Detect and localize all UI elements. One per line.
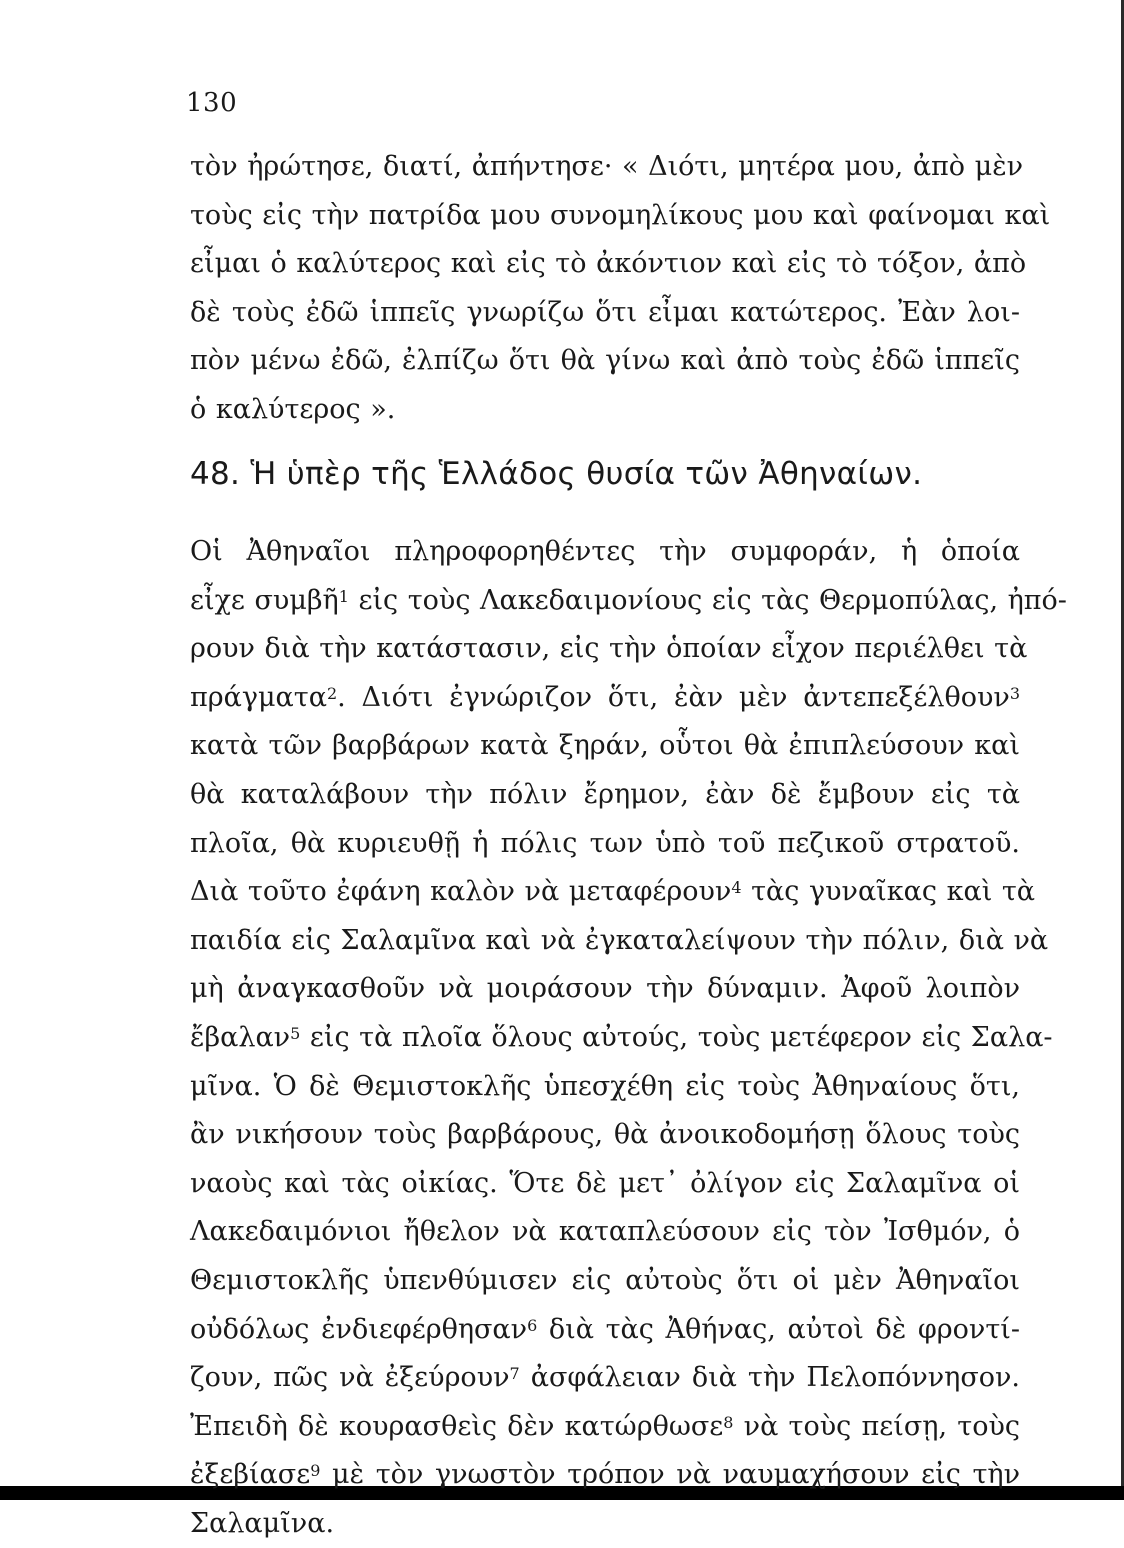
text-line: δὲ τοὺς ἐδῶ ἱππεῖς γνωρίζω ὅτι εἶμαι κατώτερος. Ἐὰν λοι- — [190, 296, 1020, 328]
line-text: Διὰ τοῦτο ἐφάνη καλὸν νὰ μεταφέρουν — [190, 876, 732, 908]
line-text: πράγματα — [190, 681, 327, 713]
line-text: ρουν διὰ τὴν κατάστασιν, εἰς τὴν ὁποίαν εἶχον περιέλθει τὰ — [190, 633, 1028, 665]
line-text: μὲ τὸν γνωστὸν τρόπον νὰ ναυμαχήσουν εἰς τὴν — [320, 1459, 1020, 1491]
section-paragraph — [190, 528, 1067, 1548]
text-line — [190, 577, 1067, 626]
text-line: τὸν ἠρώτησε, διατί, ἀπήντησε· « Διότι, μητέρα μου, ἀπὸ μὲν — [190, 151, 1024, 182]
text-line — [190, 1257, 1020, 1306]
text-line: ὁ καλύτερος ». — [190, 393, 396, 425]
section-number: 48. — [190, 456, 241, 492]
footnote-marker: 4 — [731, 878, 742, 898]
line-text: νὰ τοὺς πείσῃ, τοὺς — [733, 1410, 1020, 1442]
text-line — [190, 1451, 1020, 1500]
line-text: πλοῖα, θὰ κυριευθῇ ἡ πόλις των ὑπὸ τοῦ πεζικοῦ στρατοῦ. — [190, 827, 1020, 859]
footnote-marker: 8 — [723, 1412, 734, 1432]
text-line — [190, 625, 1028, 674]
footnote-marker: 1 — [338, 586, 349, 606]
text-line — [190, 1306, 1020, 1355]
line-text: . Διότι ἐγνώριζον ὅτι, ἐὰν μὲν ἀντεπεξέλθουν — [337, 681, 1010, 713]
page-number: 130 — [186, 88, 238, 118]
footnote-marker: 5 — [290, 1023, 301, 1043]
footnote-marker: 3 — [1009, 683, 1020, 703]
text-line — [190, 1014, 1053, 1063]
line-text: ἀσφάλειαν διὰ τὴν Πελοπόννησον. — [519, 1362, 1021, 1394]
continuation-paragraph — [190, 143, 1051, 435]
footnote-marker: 6 — [527, 1315, 538, 1335]
text-line — [190, 674, 1020, 723]
text-line — [190, 771, 1020, 820]
line-text: ἂν νικήσουν τοὺς βαρβάρους, θὰ ἀνοικοδομήσῃ ὅλους τοὺς — [190, 1119, 1020, 1151]
line-text: ἔβαλαν — [190, 1021, 291, 1053]
text-line — [190, 1500, 1020, 1548]
line-text: μῖνα. Ὁ δὲ Θεμιστοκλῆς ὑπεσχέθη εἰς τοὺς Ἀθηναίους ὅτι, — [190, 1070, 1020, 1102]
line-text: εἰς τὰ πλοῖα ὅλους αὐτούς, τοὺς μετέφερον εἰς Σαλα- — [300, 1021, 1053, 1053]
text-line — [190, 722, 1020, 771]
text-line — [190, 528, 1020, 577]
footnote-marker: 9 — [310, 1461, 321, 1481]
line-text: παιδία εἰς Σαλαμῖνα καὶ νὰ ἐγκαταλείψουν τὴν πόλιν, διὰ νὰ — [190, 924, 1049, 956]
text-line — [190, 965, 1020, 1014]
line-text: μὴ ἀναγκασθοῦν νὰ μοιράσουν τὴν δύναμιν. Ἀφοῦ λοιπὸν — [190, 973, 1020, 1005]
text-line — [190, 1208, 1020, 1257]
line-text: διὰ τὰς Ἀθήνας, αὐτοὶ δὲ φροντί- — [537, 1313, 1020, 1345]
text-line — [190, 1063, 1020, 1112]
line-text: οὐδόλως ἐνδιεφέρθησαν — [190, 1313, 528, 1345]
line-text: θὰ καταλάβουν τὴν πόλιν ἔρημον, ἐὰν δὲ ἔμβουν εἰς τὰ — [190, 778, 1020, 810]
line-text: Ἐπειδὴ δὲ κουρασθεὶς δὲν κατώρθωσε — [190, 1410, 724, 1442]
line-text: ναοὺς καὶ τὰς οἰκίας. Ὅτε δὲ μετ᾽ ὀλίγον εἰς Σαλαμῖνα οἱ — [190, 1167, 1020, 1199]
line-text: εἰς τοὺς Λακεδαιμονίους εἰς τὰς Θερμοπύλας, ἠπό- — [348, 584, 1067, 616]
section-heading — [190, 452, 1020, 496]
section-title: Ἡ ὑπὲρ τῆς Ἑλλάδος θυσία τῶν Ἀθηναίων. — [250, 456, 923, 492]
line-text: κατὰ τῶν βαρβάρων κατὰ ξηράν, οὗτοι θὰ ἐπιπλεύσουν καὶ — [190, 730, 1020, 762]
footnote-marker: 2 — [326, 683, 338, 703]
line-text: εἶχε συμβῆ — [190, 584, 339, 616]
line-text: Οἱ Ἀθηναῖοι πληροφορηθέντες τὴν συμφοράν, ἡ ὁποία — [190, 536, 1020, 567]
line-text: Λακεδαιμόνιοι ἤθελον νὰ καταπλεύσουν εἰς τὸν Ἰσθμόν, ὁ — [190, 1216, 1020, 1248]
text-line — [190, 1111, 1020, 1160]
line-text: τὰς γυναῖκας καὶ τὰ — [741, 876, 1036, 908]
text-line — [190, 1354, 1020, 1403]
text-line — [190, 820, 1020, 869]
text-line: εἶμαι ὁ καλύτερος καὶ εἰς τὸ ἀκόντιον καὶ εἰς τὸ τόξον, ἀπὸ — [190, 248, 1027, 280]
line-text: ζουν, πῶς νὰ ἐξεύρουν — [190, 1362, 510, 1394]
line-text: Σαλαμῖνα. — [190, 1507, 335, 1539]
text-line — [190, 917, 1049, 966]
text-line: τοὺς εἰς τὴν πατρίδα μου συνομηλίκους μου καὶ φαίνομαι καὶ — [190, 199, 1051, 231]
footnote-marker: 7 — [509, 1364, 520, 1384]
text-line — [190, 1403, 1020, 1452]
line-text: Θεμιστοκλῆς ὑπενθύμισεν εἰς αὐτοὺς ὅτι οἱ μὲν Ἀθηναῖοι — [190, 1264, 1020, 1296]
text-line — [190, 1160, 1020, 1209]
text-line — [190, 868, 1036, 917]
line-text: ἐξεβίασε — [190, 1459, 311, 1491]
text-line: πὸν μένω ἐδῶ, ἐλπίζω ὅτι θὰ γίνω καὶ ἀπὸ τοὺς ἐδῶ ἱππεῖς — [190, 345, 1020, 377]
